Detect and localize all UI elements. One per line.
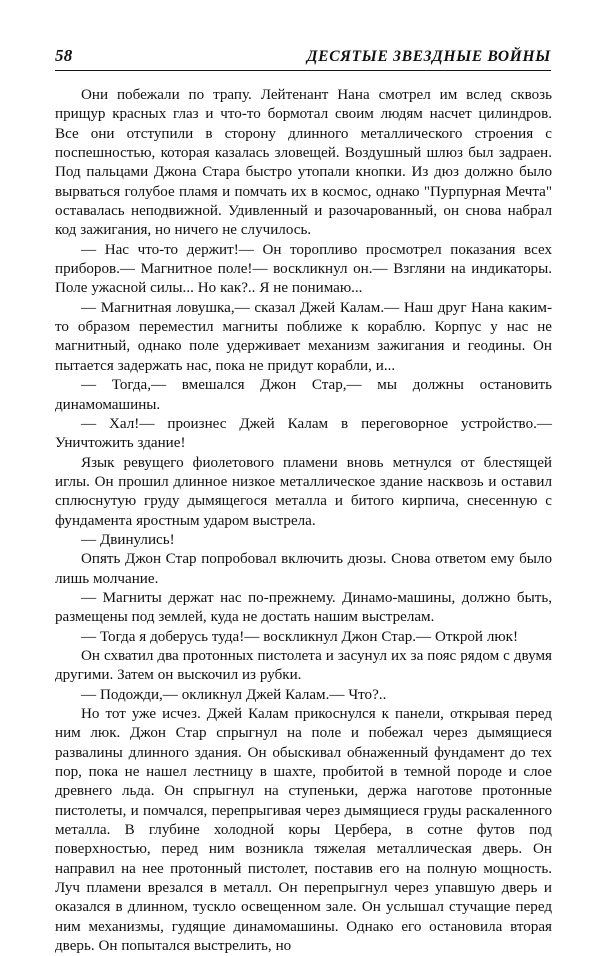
paragraph: — Тогда я доберусь туда!— воскликнул Джон Стар.— Открой люк!	[81, 628, 519, 645]
paragraph: — Хал!— произнес Джей Калам в переговорное устройство.— Уничтожить здание!	[55, 415, 552, 452]
paragraph: — Магниты держат нас по-прежнему. Динамо-машины, должно быть, размещены под землей, куда не достать нашим выстрелам.	[55, 589, 552, 626]
running-head	[55, 46, 551, 66]
paragraph: — Подожди,— окликнул Джей Калам.— Что?..	[81, 686, 387, 703]
paragraph: Он схватил два протонных пистолета и засунул их за пояс рядом с двумя другими. Затем он выскочил из рубки.	[55, 647, 552, 684]
paragraph: — Магнитная ловушка,— сказал Джей Калам.— Наш друг Нана каким-то образом переместил магниты поближе к кораблю. Корпус у нас не магнитный, однако поле удерживает механизм зажигания и геодины. Он пытается задержать нас, пока не придут корабли, и...	[55, 299, 552, 374]
paragraph: Но тот уже исчез. Джей Калам прикоснулся к панели, открывая перед ним люк. Джон Стар спрыгнул на поле и побежал через дымящиеся развалины длинного здания. Он обыскивал обнаженный фундамент до тех пор, пока не нашел лестницу в шахте, пробитой в темной породе и слое древнего льда. Он спрыгнул на ступеньки, держа наготове протонные пистолеты, и помчался, перепрыгивая через дымящиеся груды раскаленного металла. В глубине холодной коры Цербера, в сотне футов под поверхностью, перед ним возникла тяжелая металлическая дверь. Он направил на нее протонный пистолет, поставив его на полную мощность. Луч пламени врезался в металл. Он перепрыгнул через упавшую дверь и оказался в длинном, тускло освещенном зале. Он услышал стучащие перед ним механизмы, гудящие динамомашины. Однако его остановила вторая дверь. Он попытался выстрелить, но	[55, 706, 552, 955]
paragraph: — Тогда,— вмешался Джон Стар,— мы должны остановить динамомашины.	[55, 377, 552, 413]
paragraph: Опять Джон Стар попробовал включить дюзы. Снова ответом ему было лишь молчание.	[55, 551, 552, 587]
paragraph: Язык ревущего фиолетового пламени вновь метнулся от блестящей иглы. Он прошил длинное низкое металлическое здание насквозь и оставил сплюснутую груду дымящегося металла и битого кирпича, снесенную с фундамента яростным ударом выстрела.	[55, 454, 552, 529]
paragraph: Они побежали по трапу. Лейтенант Нана смотрел им вслед сквозь прищур красных глаз и что-то бормотал своим людям насчет цилиндров. Все они отступили в сторону длинного металлического строения с поспешностью, которая казалась зловещей. Воздушный шлюз был задраен. Под пальцами Джона Стара быстро утопали кнопки. Из дюз должно было вырваться голубое пламя и помчать их в космос, однако "Пурпурная Мечта" оставалась неподвижной. Удивленный и разочарованный, он снова набрал код зажигания, но ничего не случилось.	[55, 87, 552, 239]
paragraph: — Двинулись!	[81, 531, 175, 548]
running-title: ДЕСЯТЫЕ ЗВЕЗДНЫЕ ВОЙНЫ	[306, 48, 551, 65]
paragraph: — Нас что-то держит!— Он торопливо просмотрел показания всех приборов.— Магнитное поле!— воскликнул он.— Взгляни на индикаторы. Поле ужасной силы... Но как?.. Я не понимаю...	[55, 241, 552, 297]
header-rule	[55, 70, 551, 71]
body-text	[55, 86, 552, 956]
page-number: 58	[55, 46, 73, 65]
